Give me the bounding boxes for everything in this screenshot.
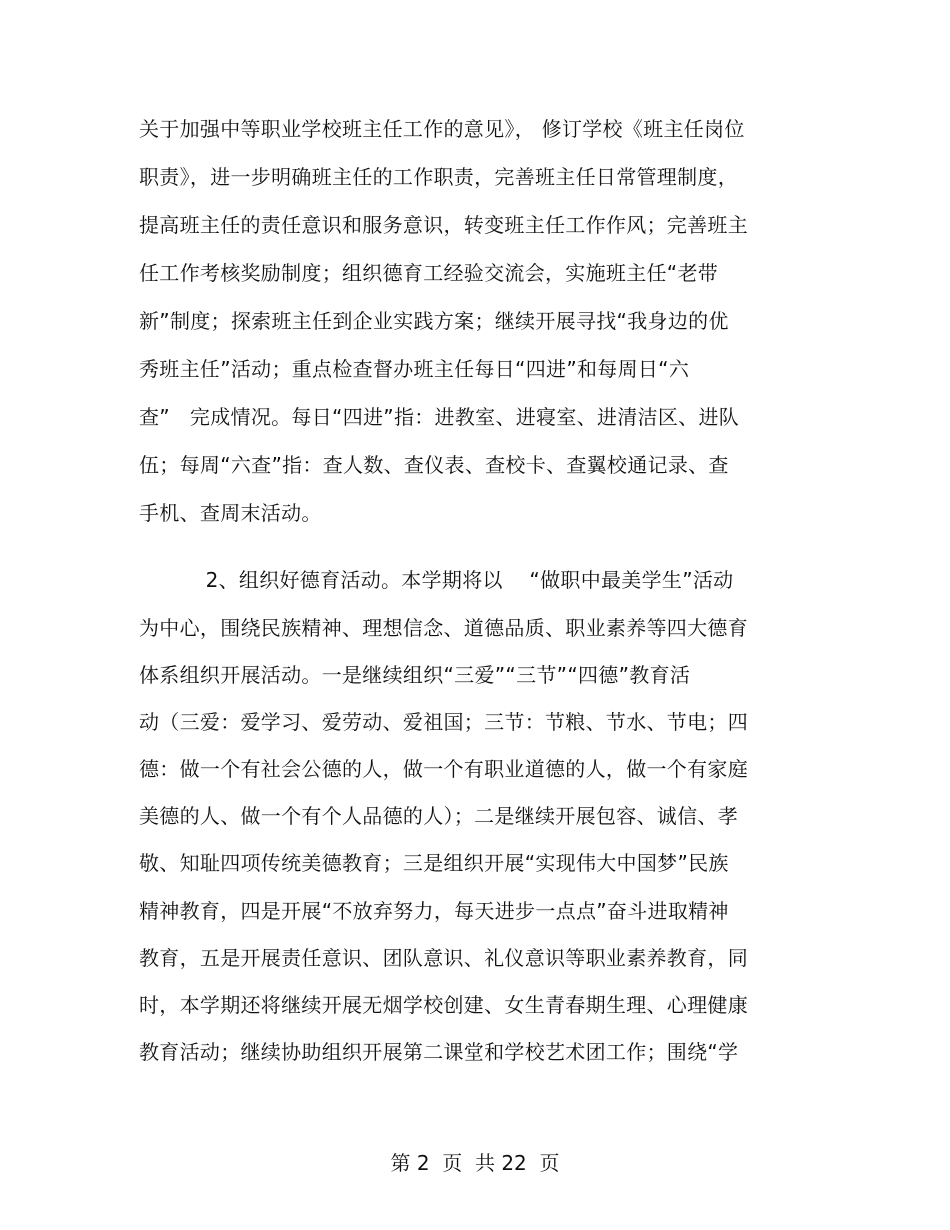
text-line: 教育活动；继续协助组织开展第二课堂和学校艺术团工作；围绕“学 xyxy=(139,1040,739,1064)
text-line: 教育，五是开展责任意识、团队意识、礼仪意识等职业素养教育，同 xyxy=(139,946,748,970)
text-line: 伍；每周“六查”指：查人数、查仪表、查校卡、查翼校通记录、查 xyxy=(139,453,729,477)
text-line: 时，本学期还将继续开展无烟学校创建、女生青春期生理、心理健康 xyxy=(139,993,748,1017)
text-line: 关于加强中等职业学校班主任工作的意见》， 修订学校《班主任岗位 xyxy=(139,117,745,141)
text-line: 查” 完成情况。每日“四进”指：进教室、进寝室、进清洁区、进队 xyxy=(139,405,740,429)
text-line: 动（三爱：爱学习、爱劳动、爱祖国；三节：节粮、节水、节电；四 xyxy=(139,710,748,734)
text-line: 新”制度；探索班主任到企业实践方案；继续开展寻找“我身边的优 xyxy=(139,309,729,333)
text-line: 德：做一个有社会公德的人，做一个有职业道德的人，做一个有家庭 xyxy=(139,757,748,781)
text-line: 为中心，围绕民族精神、理想信念、道德品质、职业素养等四大德育 xyxy=(139,616,748,640)
text-line: 精神教育，四是开展“不放弃努力，每天进步一点点”奋斗进取精神 xyxy=(139,899,729,923)
text-line: 职责》，进一步明确班主任的工作职责，完善班主任日常管理制度， xyxy=(139,165,738,189)
text-line: 任工作考核奖励制度；组织德育工经验交流会，实施班主任“老带 xyxy=(139,261,719,285)
text-line: 秀班主任”活动；重点检查督办班主任每日“四进”和每周日“六 xyxy=(139,357,690,381)
text-line: 2、组织好德育活动。本学期将以 “做职中最美学生”活动 xyxy=(139,568,734,592)
text-line: 体系组织开展活动。一是继续组织“三爱”“三节”“四德”教育活 xyxy=(139,663,691,687)
text-line: 手机、查周末活动。 xyxy=(139,501,322,525)
text-line: 提高班主任的责任意识和服务意识，转变班主任工作作风；完善班主 xyxy=(139,213,748,237)
page-number-footer: 第 2 页 共 22 页 xyxy=(390,1151,560,1175)
text-line: 敬、知耻四项传统美德教育；三是组织开展“实现伟大中国梦”民族 xyxy=(139,851,729,875)
text-line: 美德的人、做一个有个人品德的人）；二是继续开展包容、诚信、孝 xyxy=(139,804,738,828)
